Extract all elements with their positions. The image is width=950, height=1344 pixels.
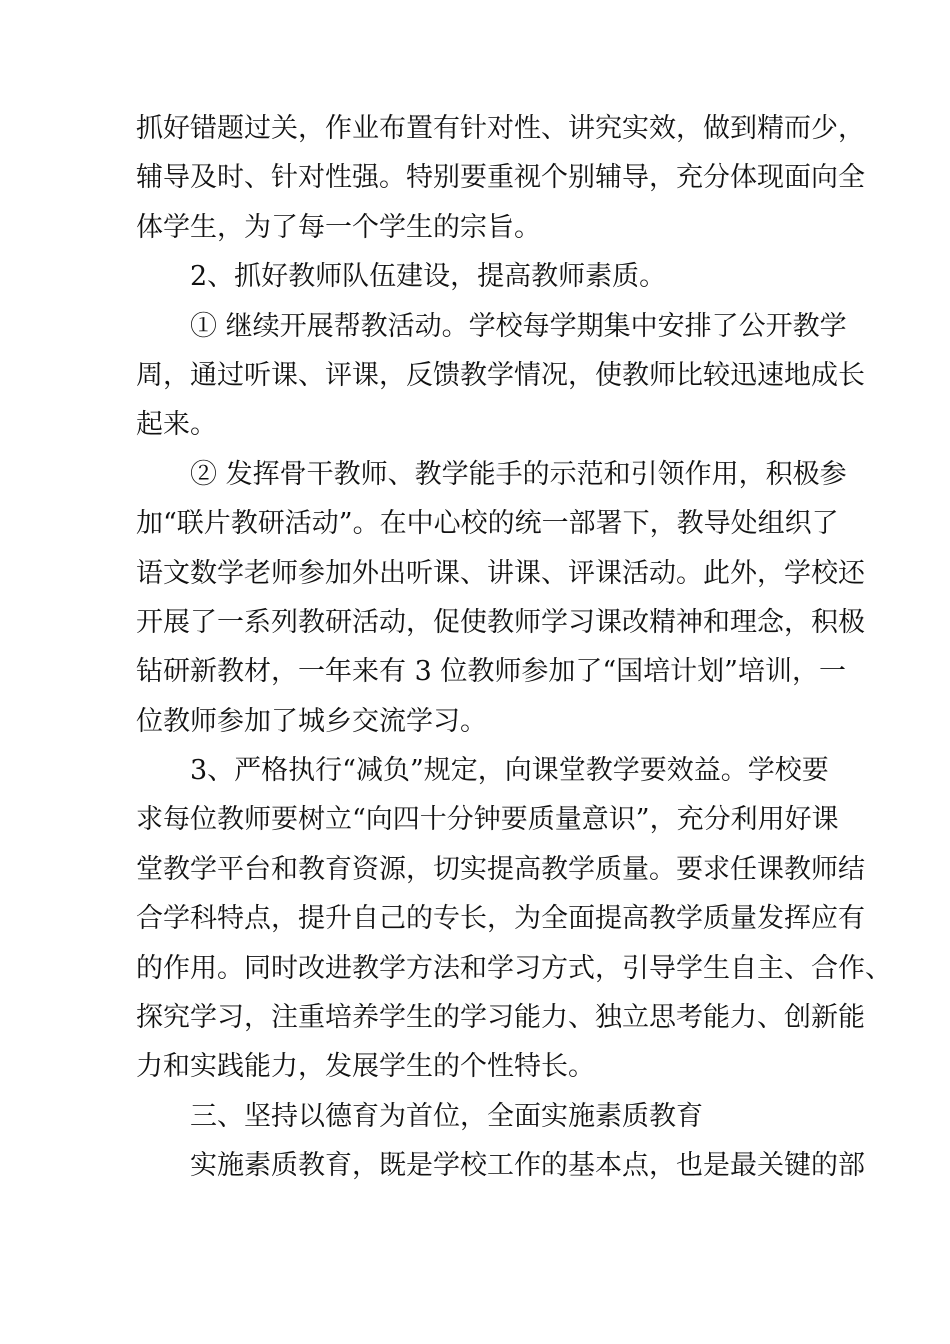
- text-line: 起来。: [136, 409, 217, 441]
- text-line: 语文数学老师参加外出听课、讲课、评课活动。此外，学校还: [136, 557, 865, 589]
- text-line: 体学生，为了每一个学生的宗旨。: [136, 211, 541, 243]
- text-line: 的作用。同时改进教学方法和学习方式，引导学生自主、合作、: [136, 952, 892, 984]
- text-line: 加“联片教研活动”。在中心校的统一部署下，教导处组织了: [136, 508, 839, 540]
- document-body: [136, 104, 892, 1191]
- text-line: 周，通过听课、评课，反馈教学情况，使教师比较迅速地成长: [136, 359, 865, 391]
- text-line: 堂教学平台和教育资源，切实提高教学质量。要求任课教师结: [136, 853, 865, 885]
- text-line: 位教师参加了城乡交流学习。: [136, 705, 487, 737]
- text-line: ② 发挥骨干教师、教学能手的示范和引领作用，积极参: [190, 458, 847, 490]
- section-heading: 2、抓好教师队伍建设，提高教师素质。: [190, 261, 667, 293]
- text-line: 求每位教师要树立“向四十分钟要质量意识”，充分利用好课: [136, 804, 839, 836]
- section-heading: 三、坚持以德育为首位，全面实施素质教育: [190, 1100, 703, 1132]
- text-line: 钻研新教材，一年来有 3 位教师参加了“国培计划”培训，一: [136, 656, 846, 688]
- text-line: 3、严格执行“减负”规定，向课堂教学要效益。学校要: [190, 755, 829, 787]
- text-line: 探究学习，注重培养学生的学习能力、独立思考能力、创新能: [136, 1002, 865, 1034]
- text-line: 实施素质教育，既是学校工作的基本点，也是最关键的部: [190, 1150, 865, 1182]
- text-line: ① 继续开展帮教活动。学校每学期集中安排了公开教学: [190, 310, 847, 342]
- text-line: 力和实践能力，发展学生的个性特长。: [136, 1051, 595, 1083]
- text-line: 抓好错题过关，作业布置有针对性、讲究实效，做到精而少，: [136, 113, 865, 144]
- text-line: 合学科特点，提升自己的专长，为全面提高教学质量发挥应有: [136, 903, 865, 935]
- text-line: 开展了一系列教研活动，促使教师学习课改精神和理念，积极: [136, 606, 865, 638]
- text-line: 辅导及时、针对性强。特别要重视个别辅导，充分体现面向全: [136, 162, 865, 194]
